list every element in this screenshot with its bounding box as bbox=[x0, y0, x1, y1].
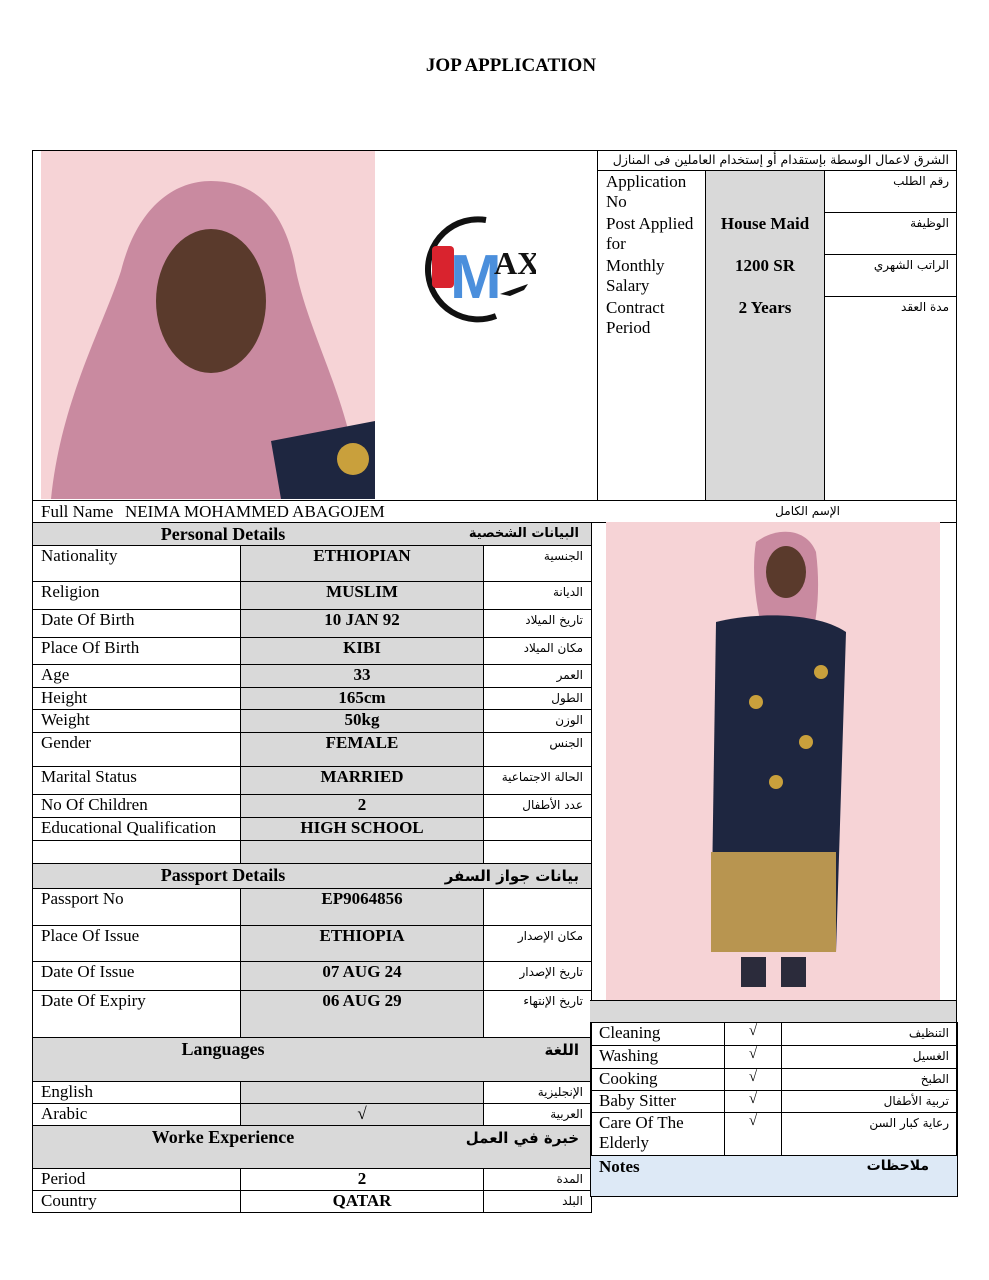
experience-header-ar: خبرة في العمل bbox=[465, 1129, 580, 1147]
skill-label-ar: التنظيف bbox=[782, 1023, 958, 1046]
headshot-photo bbox=[41, 151, 375, 499]
passport-label: Passport No bbox=[33, 889, 241, 926]
skill-label: Care Of The Elderly bbox=[591, 1113, 725, 1156]
personal-value: ETHIOPIAN bbox=[241, 546, 484, 582]
application-value: House Maid bbox=[720, 214, 810, 233]
skill-row bbox=[591, 1091, 958, 1113]
personal-label: Age bbox=[33, 665, 241, 688]
passport-label: Place Of Issue bbox=[33, 926, 241, 962]
personal-row bbox=[33, 767, 592, 795]
application-value: 2 Years bbox=[738, 298, 792, 317]
experience-value: 2 bbox=[241, 1169, 484, 1191]
right-column bbox=[590, 522, 957, 1194]
notes-label: Notes bbox=[599, 1157, 640, 1176]
personal-row bbox=[33, 733, 592, 767]
skill-label-ar: الطبخ bbox=[782, 1069, 958, 1091]
personal-label: Marital Status bbox=[33, 767, 241, 795]
passport-row bbox=[33, 926, 592, 962]
passport-header bbox=[33, 864, 592, 889]
skill-row bbox=[591, 1113, 958, 1156]
application-label-ar: رقم الطلب bbox=[893, 174, 949, 188]
skill-row bbox=[591, 1069, 958, 1091]
passport-row bbox=[33, 991, 592, 1038]
personal-header-ar: البيانات الشخصية bbox=[468, 526, 580, 541]
personal-row bbox=[33, 582, 592, 610]
personal-label: Nationality bbox=[33, 546, 241, 582]
personal-label-ar: الديانة bbox=[484, 582, 592, 610]
personal-value: MUSLIM bbox=[241, 582, 484, 610]
experience-label: Period bbox=[33, 1169, 241, 1191]
experience-header bbox=[33, 1126, 592, 1169]
agency-name: الشرق لاعمال الوسطة بإستقدام أو إستخدام العاملين فى المنازل bbox=[612, 152, 949, 167]
skill-label: Cooking bbox=[591, 1069, 725, 1091]
personal-header bbox=[33, 523, 592, 546]
passport-value: ETHIOPIA bbox=[241, 926, 484, 962]
personal-value: 2 bbox=[241, 795, 484, 818]
personal-row bbox=[33, 818, 592, 841]
personal-value: HIGH SCHOOL bbox=[241, 818, 484, 841]
personal-value: 165cm bbox=[241, 688, 484, 710]
application-value: 1200 SR bbox=[735, 256, 795, 275]
logo-letter: M bbox=[450, 243, 502, 312]
personal-label: Place Of Birth bbox=[33, 638, 241, 665]
passport-label-ar: تاريخ الإصدار bbox=[484, 962, 592, 991]
notes-row bbox=[591, 1156, 958, 1197]
skill-row bbox=[591, 1023, 958, 1046]
personal-label: Height bbox=[33, 688, 241, 710]
personal-row bbox=[33, 610, 592, 638]
application-label-ar: الراتب الشهري bbox=[873, 258, 949, 272]
application-panel bbox=[597, 150, 957, 501]
skill-row bbox=[591, 1046, 958, 1069]
skill-label: Baby Sitter bbox=[591, 1091, 725, 1113]
page-title: JOP APPLICATION bbox=[425, 55, 597, 76]
personal-row bbox=[33, 638, 592, 665]
personal-label-ar: الجنس bbox=[484, 733, 592, 767]
languages-label: Arabic bbox=[33, 1104, 241, 1126]
skill-check: √ bbox=[725, 1113, 782, 1156]
experience-header-en: Worke Experience bbox=[151, 1127, 295, 1147]
personal-label-ar bbox=[484, 818, 592, 841]
personal-label-ar: عدد الأطفال bbox=[484, 795, 592, 818]
skill-label-ar: تربية الأطفال bbox=[782, 1091, 958, 1113]
full-body-photo bbox=[606, 522, 940, 1000]
full-name-label-ar: الإسم الكامل bbox=[775, 504, 840, 518]
skill-label-ar: الغسيل bbox=[782, 1046, 958, 1069]
application-label: Post Applied for bbox=[606, 214, 694, 253]
experience-label-ar: المدة bbox=[484, 1169, 592, 1191]
personal-label: Weight bbox=[33, 710, 241, 733]
skill-check: √ bbox=[725, 1069, 782, 1091]
skill-check: √ bbox=[725, 1091, 782, 1113]
personal-label: Religion bbox=[33, 582, 241, 610]
passport-row bbox=[33, 962, 592, 991]
experience-row bbox=[33, 1191, 592, 1213]
application-label: Monthly Salary bbox=[606, 256, 665, 295]
languages-label-ar: العربية bbox=[484, 1104, 592, 1126]
experience-row bbox=[33, 1169, 592, 1191]
languages-value bbox=[241, 1082, 484, 1104]
skills-table bbox=[590, 1022, 958, 1197]
skill-label-ar: رعاية كبار السن bbox=[782, 1113, 958, 1156]
personal-label: Gender bbox=[33, 733, 241, 767]
passport-label: Date Of Expiry bbox=[33, 991, 241, 1038]
personal-row bbox=[33, 546, 592, 582]
languages-header-ar: اللغة bbox=[544, 1041, 580, 1059]
passport-value: 06 AUG 29 bbox=[241, 991, 484, 1038]
full-name-value: NEIMA MOHAMMED ABAGOJEM bbox=[125, 502, 385, 521]
personal-value: MARRIED bbox=[241, 767, 484, 795]
logo-text: AX bbox=[494, 245, 536, 281]
experience-value: QATAR bbox=[241, 1191, 484, 1213]
personal-value: 10 JAN 92 bbox=[241, 610, 484, 638]
photo-divider bbox=[590, 1000, 956, 1023]
skill-label: Washing bbox=[591, 1046, 725, 1069]
skill-check: √ bbox=[725, 1046, 782, 1069]
passport-label: Date Of Issue bbox=[33, 962, 241, 991]
application-label-ar: الوظيفة bbox=[910, 216, 949, 230]
personal-value: 33 bbox=[241, 665, 484, 688]
personal-label-ar: مكان الميلاد bbox=[484, 638, 592, 665]
experience-label-ar: البلد bbox=[484, 1191, 592, 1213]
passport-value: EP9064856 bbox=[241, 889, 484, 926]
personal-label-ar: تاريخ الميلاد bbox=[484, 610, 592, 638]
personal-label-ar: العمر bbox=[484, 665, 592, 688]
skill-label: Cleaning bbox=[591, 1023, 725, 1046]
agency-logo bbox=[416, 198, 536, 334]
passport-label-ar: تاريخ الإنتهاء bbox=[484, 991, 592, 1038]
languages-label-ar: الإنجليزية bbox=[484, 1082, 592, 1104]
personal-value: KIBI bbox=[241, 638, 484, 665]
experience-label: Country bbox=[33, 1191, 241, 1213]
personal-label-ar: الجنسية bbox=[484, 546, 592, 582]
personal-label-ar: الحالة الاجتماعية bbox=[484, 767, 592, 795]
passport-header-en: Passport Details bbox=[160, 865, 286, 885]
personal-value: 50kg bbox=[241, 710, 484, 733]
passport-label-ar bbox=[484, 889, 592, 926]
personal-label-ar: الوزن bbox=[484, 710, 592, 733]
application-label: Contract Period bbox=[606, 298, 665, 337]
notes-label-ar: ملاحظات bbox=[866, 1158, 929, 1174]
personal-row bbox=[33, 665, 592, 688]
personal-header-en: Personal Details bbox=[160, 524, 286, 544]
passport-header-ar: بيانات جواز السفر bbox=[444, 867, 580, 885]
languages-row bbox=[33, 1104, 592, 1126]
blank-row bbox=[33, 841, 592, 864]
personal-label-ar: الطول bbox=[484, 688, 592, 710]
full-name-label: Full Name bbox=[41, 502, 114, 521]
languages-label: English bbox=[33, 1082, 241, 1104]
skill-check: √ bbox=[725, 1023, 782, 1046]
full-name-row bbox=[32, 500, 957, 523]
languages-header-en: Languages bbox=[181, 1039, 265, 1059]
passport-label-ar: مكان الإصدار bbox=[484, 926, 592, 962]
personal-row bbox=[33, 688, 592, 710]
personal-label: Date Of Birth bbox=[33, 610, 241, 638]
personal-row bbox=[33, 795, 592, 818]
languages-row bbox=[33, 1082, 592, 1104]
languages-value: √ bbox=[241, 1104, 484, 1126]
details-column bbox=[32, 522, 591, 1213]
application-label-ar: مدة العقد bbox=[901, 300, 949, 314]
personal-label: No Of Children bbox=[33, 795, 241, 818]
passport-value: 07 AUG 24 bbox=[241, 962, 484, 991]
personal-label: Educational Qualification bbox=[33, 818, 241, 841]
passport-row bbox=[33, 889, 592, 926]
languages-header bbox=[33, 1038, 592, 1082]
personal-row bbox=[33, 710, 592, 733]
application-label: Application No bbox=[606, 172, 687, 211]
personal-value: FEMALE bbox=[241, 733, 484, 767]
